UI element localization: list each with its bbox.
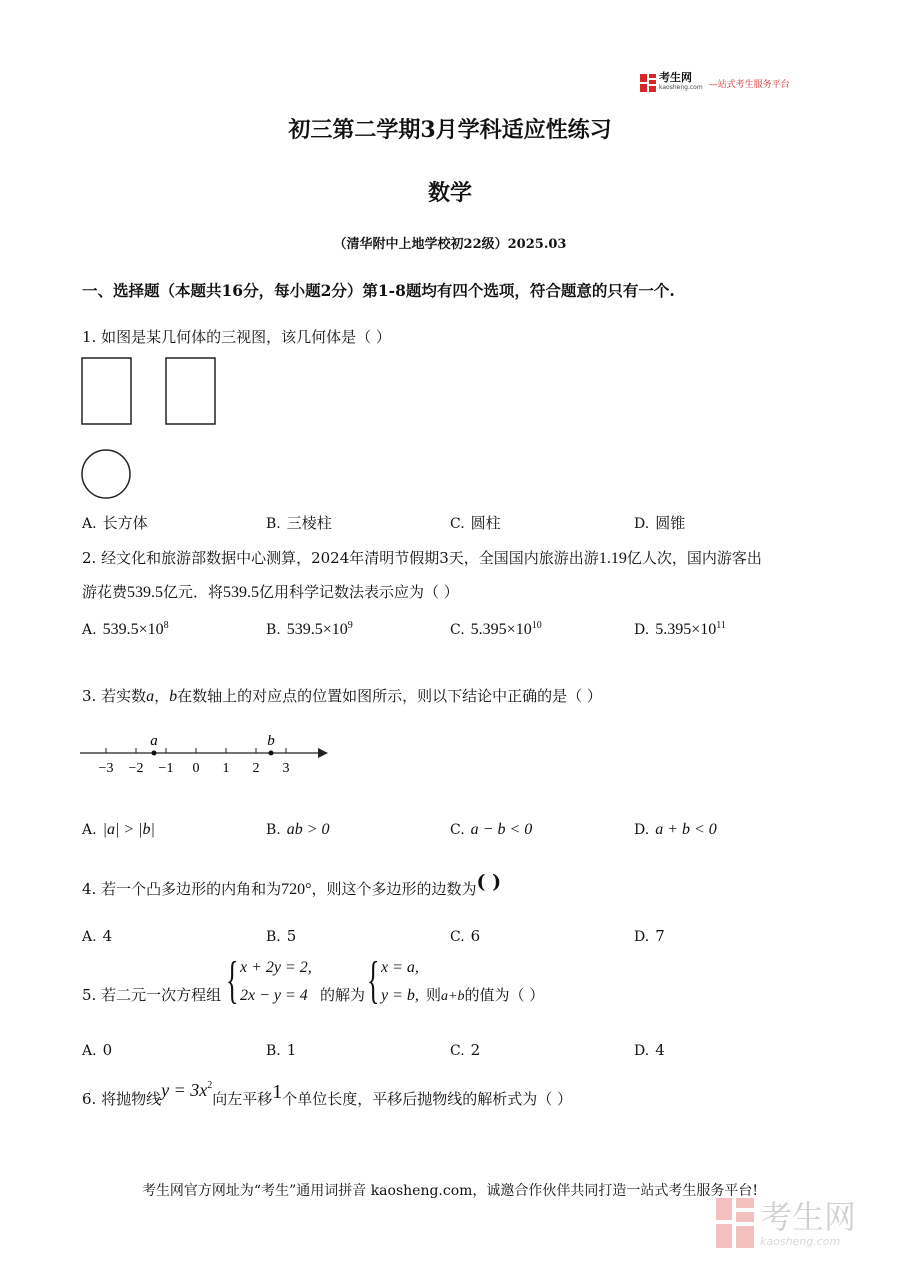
q4-option-b[interactable]: B. 5 — [266, 927, 297, 945]
q5-option-a[interactable]: A. 0 — [82, 1041, 113, 1059]
q5-option-c[interactable]: C. 2 — [450, 1041, 481, 1059]
top-view — [82, 450, 130, 498]
point-b-label: b — [267, 733, 275, 749]
watermark-logo-icon — [716, 1198, 754, 1248]
q1-option-a[interactable]: A. 长方体 — [82, 514, 148, 532]
q2-option-a[interactable]: A. $539.5\times 10^8$ — [82, 620, 169, 638]
point-a-label: a — [150, 733, 158, 749]
q4-answer-paren: ( ) — [476, 871, 502, 893]
axis-tick-label: −1 — [158, 761, 174, 776]
q3-number-line — [78, 726, 338, 776]
q2-option-b[interactable]: B. $539.5\times 10^9$ — [266, 620, 353, 638]
q5-eq2: 2x − y = 4 — [240, 987, 308, 1004]
q1-stem: 1. 如图是某几何体的三视图，该几何体是（ ） — [82, 328, 391, 346]
q6-stem: 6. 将抛物线$y = 3x^2$向左平移1个单位长度，平移后抛物线的解析式为（ ） — [82, 1080, 573, 1108]
q1-three-views — [80, 356, 220, 501]
q1-option-c[interactable]: C. 圆柱 — [450, 514, 501, 532]
q4-option-a[interactable]: A. 4 — [82, 927, 113, 945]
watermark-domain: kaosheng.com — [760, 1234, 841, 1248]
q3-stem: 3. 若实数a，b在数轴上的对应点的位置如图所示，则以下结论中正确的是（ ） — [82, 687, 602, 705]
watermark — [716, 1198, 856, 1248]
q5-stem-c: 则a+b的值为（ ） — [426, 986, 545, 1004]
q5-sol2: y = b, — [381, 987, 419, 1004]
axis-tick-label: 1 — [222, 761, 230, 776]
subject-title: 数学 — [427, 180, 472, 206]
page-title: 初三第二学期3月学科适应性练习 — [288, 117, 612, 143]
q4-option-c[interactable]: C. 6 — [450, 927, 481, 945]
front-view — [82, 358, 131, 424]
q2-option-d[interactable]: D. $5.395\times 10^{11}$ — [634, 620, 726, 638]
q2-line1: 2. 经文化和旅游部数据中心测算，2024年清明节假期3天，全国国内旅游出游1.19亿人次，国内游客出 — [82, 549, 762, 567]
brand-logo-icon — [640, 74, 656, 92]
axis-tick-label: 2 — [252, 761, 260, 776]
q3-option-d[interactable]: D. a + b < 0 — [634, 821, 717, 838]
q2-line2: 游花费539.5亿元．将539.5亿用科学记数法表示应为（ ） — [82, 583, 459, 601]
q5-option-d[interactable]: D. 4 — [634, 1041, 665, 1059]
q4-stem: 4. 若一个凸多边形的内角和为720°，则这个多边形的边数为( ) — [82, 871, 502, 898]
q1-option-d[interactable]: D. 圆锥 — [634, 514, 686, 532]
section-heading: 一、选择题（本题共16分，每小题2分）第1-8题均有四个选项，符合题意的只有一个. — [82, 281, 675, 300]
axis-tick-label: −3 — [98, 761, 114, 776]
footer-text: 考生网官方网址为“考生”通用词拼音 kaosheng.com，诚邀合作伙伴共同打造一站式考生服务平台! — [141, 1183, 759, 1199]
point-b — [269, 751, 274, 756]
left-brace-icon: { — [226, 952, 239, 1009]
left-brace-icon-2: { — [367, 952, 380, 1009]
q3-option-b[interactable]: B. ab > 0 — [266, 821, 330, 838]
school-line: （清华附中上地学校初22级）2025.03 — [333, 237, 567, 252]
q2-option-c[interactable]: C. $5.395\times 10^{10}$ — [450, 620, 542, 638]
q5-option-b[interactable]: B. 1 — [266, 1041, 297, 1059]
q3-option-c[interactable]: C. a − b < 0 — [450, 821, 533, 838]
q3-option-a[interactable]: A. |a| > |b| — [82, 821, 155, 838]
q4-option-d[interactable]: D. 7 — [634, 927, 665, 945]
point-a — [152, 751, 157, 756]
watermark-name: 考生网 — [760, 1197, 857, 1236]
axis-arrow-icon — [318, 748, 328, 758]
q5-sol1: x = a, — [381, 959, 419, 976]
brand-name: 考生网 — [659, 71, 692, 84]
q5-stem-a: 5. 若二元一次方程组 — [82, 986, 222, 1004]
brand-logo — [640, 70, 790, 96]
axis-tick-label: 3 — [282, 761, 290, 776]
side-view — [166, 358, 215, 424]
q1-option-b[interactable]: B. 三棱柱 — [266, 514, 332, 532]
axis-tick-label: 0 — [192, 761, 200, 776]
axis-tick-label: −2 — [128, 761, 144, 776]
brand-slogan: —站式考生服务平台 — [708, 79, 790, 90]
brand-domain: kaosheng.com — [659, 84, 703, 91]
q5-eq1: x + 2y = 2, — [240, 959, 312, 976]
q5-stem-b: 的解为 — [320, 986, 366, 1004]
